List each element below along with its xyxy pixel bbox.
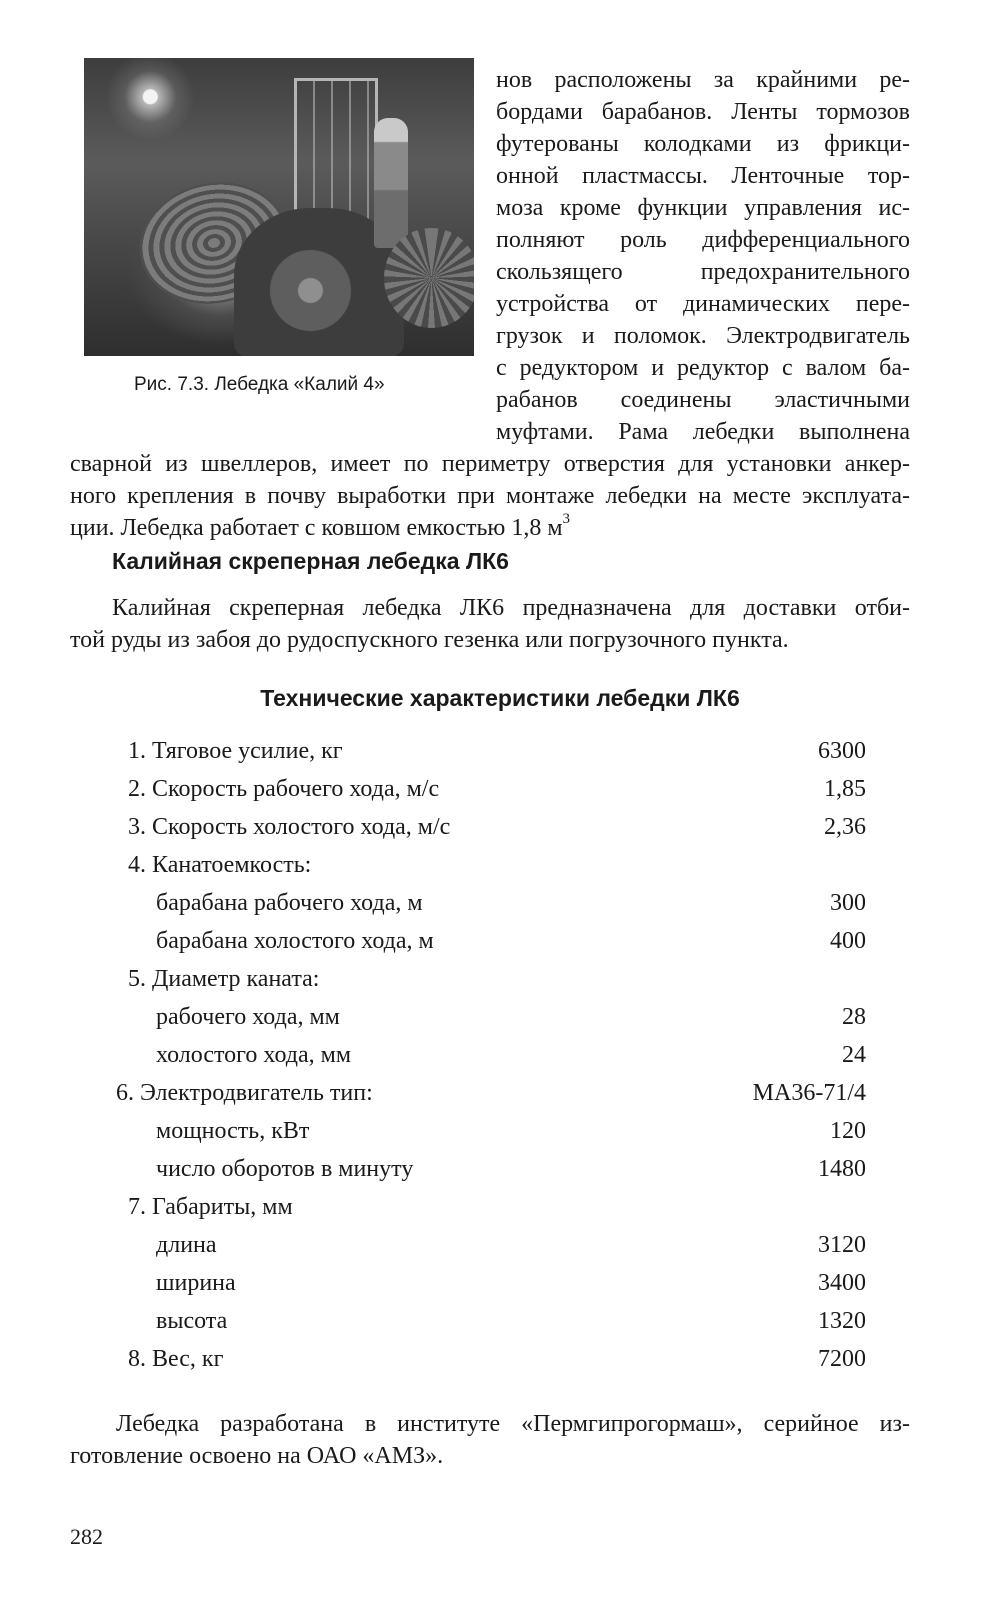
spec-label: 5. Диаметр каната:: [128, 966, 320, 992]
intro-line: Калийная скреперная лебедка ЛК6 предназначена для доставки отби-: [112, 595, 910, 621]
spec-value: 24: [842, 1042, 866, 1068]
spec-value: 1320: [818, 1308, 866, 1334]
spec-label: 7. Габариты, мм: [128, 1194, 293, 1220]
spec-label: длина: [156, 1232, 217, 1258]
text-line: ции. Лебедка работает с ковшом емкостью 1,8 м: [70, 515, 563, 541]
spec-label: мощность, кВт: [156, 1118, 310, 1144]
spec-label: барабана рабочего хода, м: [156, 890, 423, 916]
text-line: футерованы колодками из фрикци-: [496, 131, 910, 157]
text-line: муфтами. Рама лебедки выполнена: [496, 419, 910, 445]
spec-label: 1. Тяговое усилие, кг: [128, 738, 343, 764]
spec-label: 8. Вес, кг: [128, 1346, 224, 1372]
photo-wheel: [384, 228, 474, 328]
text-line: полняют роль дифференциального: [496, 227, 910, 253]
text-line: нов расположены за крайними ре-: [496, 67, 910, 93]
spec-label: 6. Электродвигатель тип:: [116, 1080, 373, 1106]
text-line: ного крепления в почву выработки при монтаже лебедки на месте эксплуата-: [70, 483, 910, 509]
spec-value: 7200: [818, 1346, 866, 1372]
spec-label: 3. Скорость холостого хода, м/с: [128, 814, 451, 840]
spec-label: рабочего хода, мм: [156, 1004, 340, 1030]
volume-exponent: 3: [562, 511, 571, 527]
text-line-with-unit: [70, 512, 910, 544]
section-heading: Калийная скреперная лебедка ЛК6: [112, 548, 509, 574]
spec-label: ширина: [156, 1270, 236, 1296]
spec-label: барабана холостого хода, м: [156, 928, 434, 954]
spec-value: 28: [842, 1004, 866, 1030]
specs-heading: Технические характеристики лебедки ЛК6: [260, 685, 740, 711]
text-line: бордами барабанов. Ленты тормозов: [496, 99, 910, 125]
text-line: моза кроме функции управления ис-: [496, 195, 910, 221]
intro-line: той руды из забоя до рудоспускного гезенка или погрузочного пункта.: [70, 627, 789, 653]
text-line: онной пластмассы. Ленточные тор-: [496, 163, 910, 189]
text-line: устройства от динамических пере-: [496, 291, 910, 317]
closing-line: Лебедка разработана в институте «Пермгипрогормаш», серийное из-: [116, 1411, 910, 1437]
spec-value: МА36-71/4: [752, 1080, 866, 1106]
spec-value: 400: [830, 928, 866, 954]
spec-label: 2. Скорость рабочего хода, м/с: [128, 776, 440, 802]
spec-label: число оборотов в минуту: [156, 1156, 414, 1182]
page-number: 282: [70, 1524, 103, 1549]
spec-value: 6300: [818, 738, 866, 764]
spec-value: 2,36: [824, 814, 866, 840]
spec-value: 300: [830, 890, 866, 916]
photo-worker: [374, 118, 408, 248]
spec-label: 4. Канатоемкость:: [128, 852, 312, 878]
figure-photo-winch: [84, 58, 474, 356]
spec-value: 1480: [818, 1156, 866, 1182]
text-line: сварной из швеллеров, имеет по периметру отверстия для установки анкер-: [70, 451, 910, 477]
closing-line: готовление освоено на ОАО «АМЗ».: [70, 1443, 444, 1469]
figure-caption: Рис. 7.3. Лебедка «Калий 4»: [134, 374, 385, 395]
spec-label: высота: [156, 1308, 228, 1334]
text-line: с редуктором и редуктор с валом ба-: [496, 355, 910, 381]
spec-label: холостого хода, мм: [156, 1042, 352, 1068]
spec-value: 120: [830, 1118, 866, 1144]
text-line: рабанов соединены эластичными: [496, 387, 910, 413]
text-line: грузок и поломок. Электродвигатель: [496, 323, 910, 349]
text-line: скользящего предохранительного: [496, 259, 910, 285]
spec-value: 1,85: [824, 776, 866, 802]
spec-value: 3400: [818, 1270, 866, 1296]
spec-value: 3120: [818, 1232, 866, 1258]
